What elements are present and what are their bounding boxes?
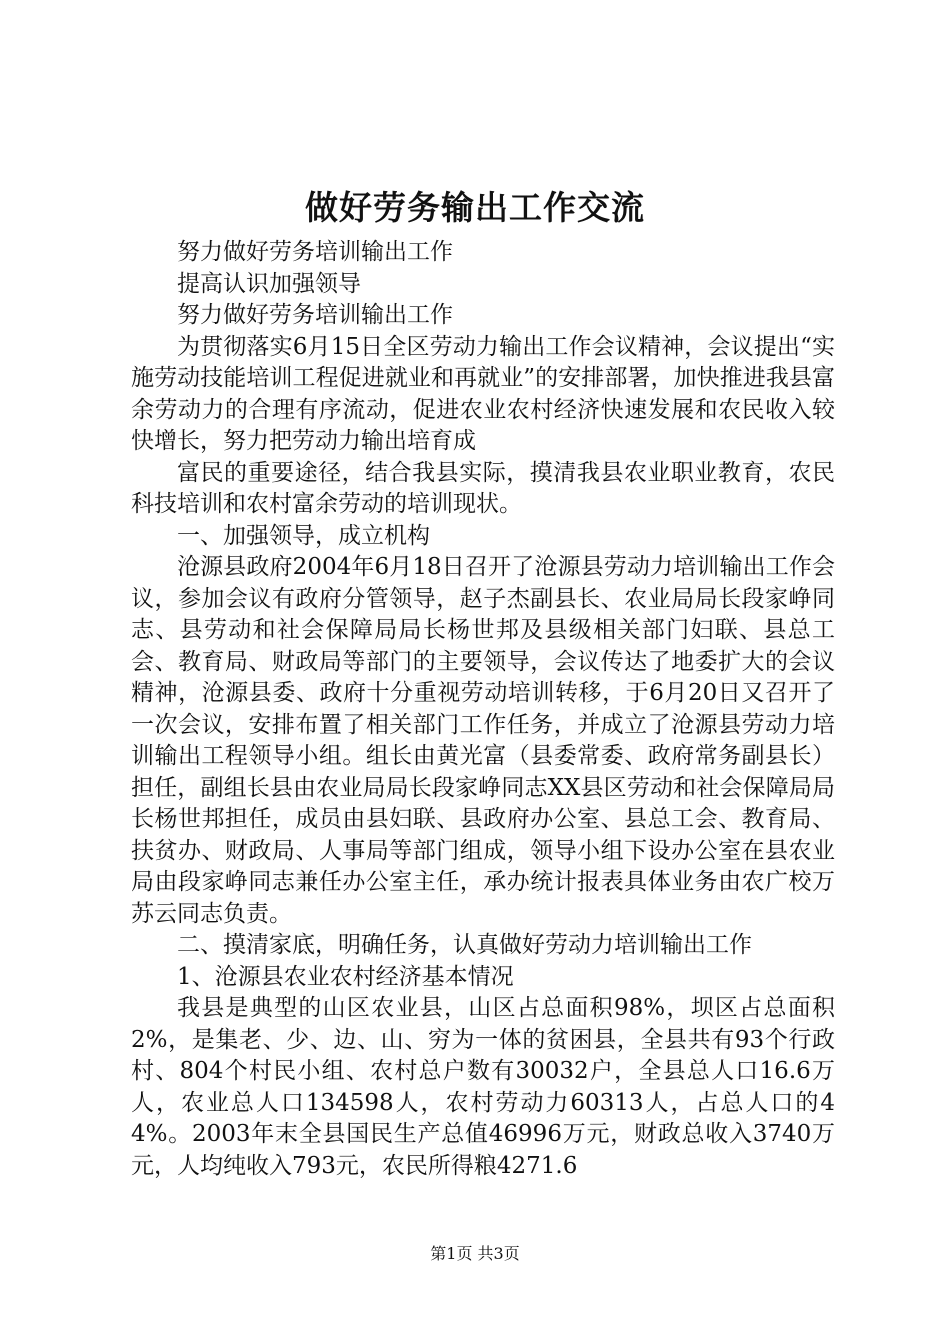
- subsection-heading: 1、沧源县农业农村经济基本情况: [177, 963, 514, 990]
- paragraph: 努力做好劳务培训输出工作: [177, 302, 453, 328]
- document-body: [131, 237, 835, 1182]
- page-number-footer: 第1页 共3页: [430, 1244, 520, 1263]
- paragraph: 为贯彻落实6月15日全区劳动力输出工作会议精神，会议提出“实施劳动技能培训工程促进就业和再就业”的安排部署，加快推进我县富余劳动力的合理有序流动，促进农业农村经济快速发展和农民收入较快增长，努力把劳动力输出培育成: [131, 333, 835, 454]
- paragraph: 提高认识加强领导: [177, 270, 361, 297]
- section-heading: 二、摸清家底，明确任务，认真做好劳动力培训输出工作: [177, 932, 752, 958]
- paragraph: 沧源县政府2004年6月18日召开了沧源县劳动力培训输出工作会议，参加会议有政府分管领导，赵子杰副县长、农业局局长段家峥同志、县劳动和社会保障局局长杨世邦及县级相关部门妇联、县总工会、教育局、财政局等部门的主要领导，会议传达了地委扩大的会议精神，沧源县委、政府十分重视劳动培训转移，于6月20日又召开了一次会议，安排布置了相关部门工作任务，并成立了沧源县劳动力培训输出工程领导小组。组长由黄光富（县委常委、政府常务副县长）担任，副组长县由农业局局长段家峥同志XX县区劳动和社会保障局局长杨世邦担任，成员由县妇联、县政府办公室、县总工会、教育局、扶贫办、财政局、人事局等部门组成，领导小组下设办公室在县农业局由段家峥同志兼任办公室主任，承办统计报表具体业务由农广校万苏云同志负责。: [131, 554, 835, 927]
- paragraph: 努力做好劳务培训输出工作: [177, 239, 453, 265]
- paragraph: 富民的重要途径，结合我县实际，摸清我县农业职业教育，农民科技培训和农村富余劳动的培训现状。: [131, 459, 835, 517]
- document-title: 做好劳务输出工作交流: [305, 188, 645, 227]
- section-heading: 一、加强领导，成立机构: [177, 522, 430, 549]
- paragraph: 我县是典型的山区农业县，山区占总面积98%，坝区占总面积2%，是集老、少、边、山、穷为一体的贫困县，全县共有93个行政村、804个村民小组、农村总户数有30032户，全县总人口16.6万人，农业总人口134598人，农村劳动力60313人，占总人口的44%。2003年末全县国民生产总值46996万元，财政总收入3740万元，人均纯收入793元，农民所得粮4271.6: [131, 995, 835, 1179]
